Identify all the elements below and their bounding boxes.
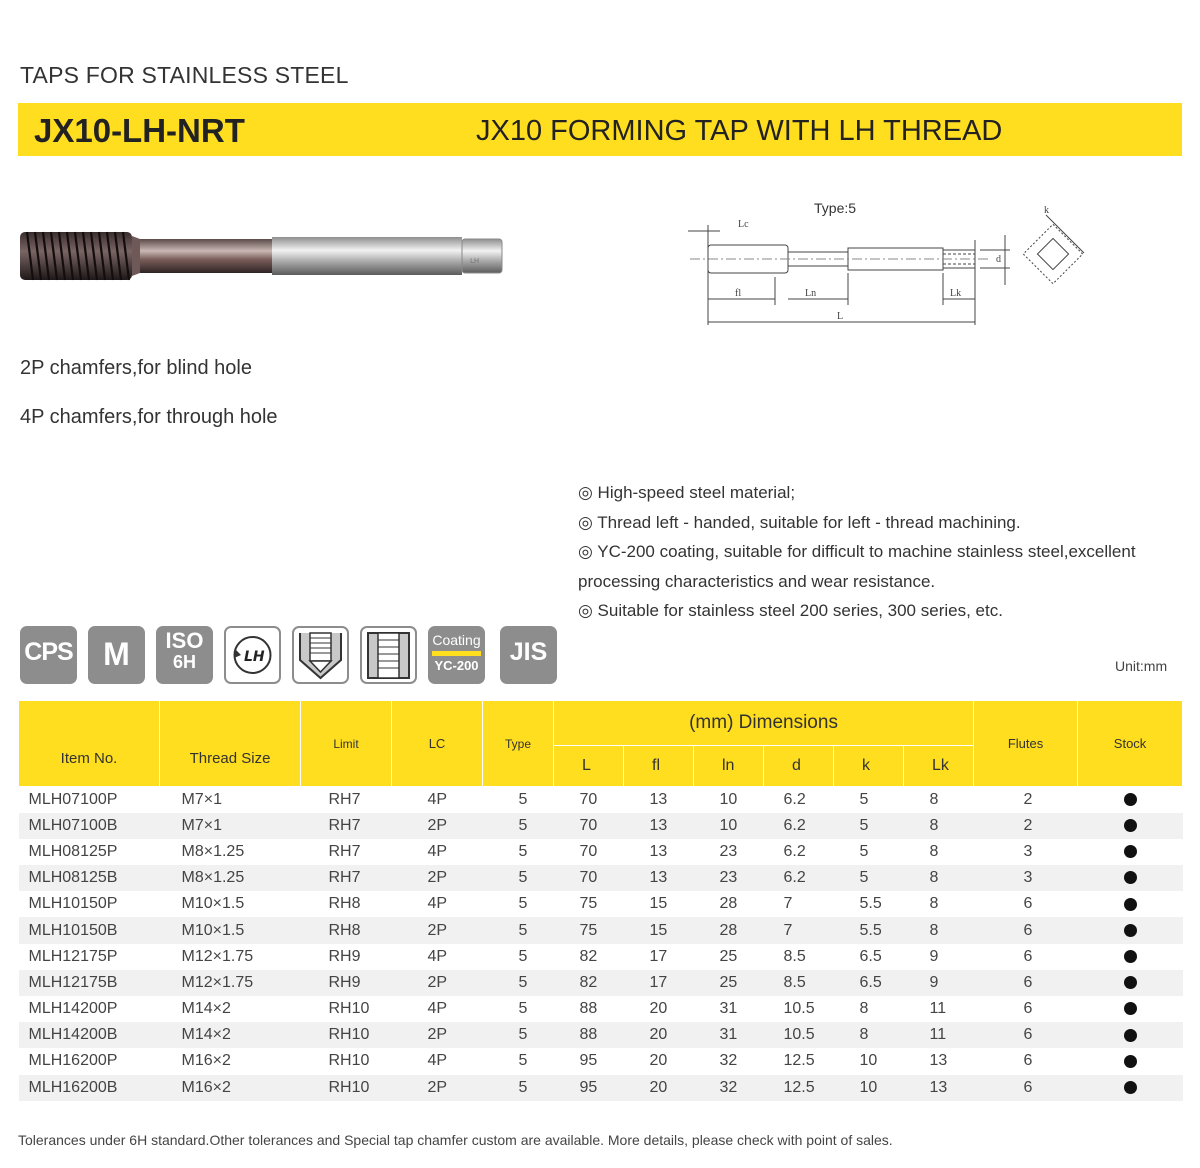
table-cell: M8×1.25 (160, 839, 301, 865)
table-cell: 8 (904, 917, 974, 943)
table-cell: 5 (483, 813, 554, 839)
table-cell: 12.5 (764, 1075, 834, 1101)
table-cell: 7 (764, 891, 834, 917)
table-cell: MLH12175B (19, 970, 160, 996)
table-cell: M16×2 (160, 1075, 301, 1101)
table-cell: 4P (392, 839, 483, 865)
table-cell: 5 (483, 917, 554, 943)
table-cell: 2 (974, 787, 1078, 813)
col-limit: Limit (301, 701, 392, 787)
col-type: Type (483, 701, 554, 787)
table-cell: 8 (904, 839, 974, 865)
table-cell: 2P (392, 1075, 483, 1101)
table-cell: 10 (834, 1075, 904, 1101)
table-cell: 17 (624, 944, 694, 970)
table-row (19, 996, 1183, 1022)
tap-dimension-drawing (680, 195, 1100, 330)
col-dim-l: L (554, 746, 624, 787)
in-stock-dot-icon (1124, 1055, 1137, 1068)
table-cell: 5 (834, 813, 904, 839)
tolerance-footnote: Tolerances under 6H standard.Other tolerances and Special tap chamfer custom are available. More details, please check with point of sales. (18, 1132, 893, 1148)
table-cell: 5 (834, 839, 904, 865)
coating-badge: Coating YC-200 (428, 626, 485, 684)
table-cell: M8×1.25 (160, 865, 301, 891)
table-cell: 6 (974, 996, 1078, 1022)
table-cell: 20 (624, 996, 694, 1022)
table-cell: 5 (483, 1048, 554, 1074)
table-cell: 2 (974, 813, 1078, 839)
table-cell: 7 (764, 917, 834, 943)
table-cell: 6 (974, 891, 1078, 917)
stock-cell (1078, 865, 1183, 891)
in-stock-dot-icon (1124, 793, 1137, 806)
table-cell: RH7 (301, 813, 392, 839)
table-cell: 4P (392, 944, 483, 970)
table-cell: 82 (554, 944, 624, 970)
table-row (19, 865, 1183, 891)
table-cell: 20 (624, 1022, 694, 1048)
table-cell: 25 (694, 944, 764, 970)
table-row (19, 1075, 1183, 1101)
metric-badge: M (88, 626, 145, 684)
table-cell: 5 (483, 787, 554, 813)
table-cell: 88 (554, 1022, 624, 1048)
table-cell: 2P (392, 970, 483, 996)
table-cell: 5 (483, 944, 554, 970)
svg-text:fl: fl (735, 288, 742, 299)
table-cell: M14×2 (160, 1022, 301, 1048)
category-title: TAPS FOR STAINLESS STEEL (20, 62, 349, 88)
svg-text:Lc: Lc (738, 219, 749, 230)
table-cell: MLH10150B (19, 917, 160, 943)
table-cell: 31 (694, 996, 764, 1022)
table-row (19, 917, 1183, 943)
feature-item: processing characteristics and wear resistance. (578, 571, 936, 591)
table-cell: 12.5 (764, 1048, 834, 1074)
table-cell: 8 (834, 1022, 904, 1048)
table-cell: 10 (834, 1048, 904, 1074)
unit-label: Unit:mm (1115, 658, 1168, 674)
table-row (19, 891, 1183, 917)
blind-hole-icon (292, 626, 349, 684)
table-cell: 15 (624, 917, 694, 943)
chamfer-note-4p: 4P chamfers,for through hole (20, 406, 278, 428)
table-cell: 8 (834, 996, 904, 1022)
table-cell: 23 (694, 839, 764, 865)
table-cell: 6.2 (764, 839, 834, 865)
table-cell: 70 (554, 839, 624, 865)
stock-cell (1078, 944, 1183, 970)
table-cell: 8.5 (764, 944, 834, 970)
in-stock-dot-icon (1124, 976, 1137, 989)
col-flutes: Flutes (974, 701, 1078, 787)
table-cell: MLH08125P (19, 839, 160, 865)
table-cell: 6 (974, 970, 1078, 996)
table-cell: 6 (974, 1048, 1078, 1074)
table-cell: 88 (554, 996, 624, 1022)
table-cell: MLH14200B (19, 1022, 160, 1048)
svg-text:d: d (996, 254, 1001, 265)
table-cell: 32 (694, 1075, 764, 1101)
table-row (19, 787, 1183, 813)
in-stock-dot-icon (1124, 819, 1137, 832)
table-row (19, 970, 1183, 996)
feature-item: ◎ Suitable for stainless steel 200 series, 300 series, etc. (578, 601, 1003, 620)
col-dim-ln: ln (694, 746, 764, 787)
table-cell: 13 (624, 839, 694, 865)
table-cell: 5 (483, 1022, 554, 1048)
table-cell: M7×1 (160, 813, 301, 839)
table-cell: 8.5 (764, 970, 834, 996)
svg-text:LH: LH (244, 649, 265, 665)
svg-text:Lk: Lk (950, 288, 962, 299)
table-cell: 8 (904, 891, 974, 917)
table-cell: RH8 (301, 917, 392, 943)
feature-item: ◎ Thread left - handed, suitable for left - thread machining. (578, 512, 1021, 532)
table-cell: 6 (974, 1022, 1078, 1048)
table-cell: 4P (392, 1048, 483, 1074)
table-cell: 6.2 (764, 813, 834, 839)
table-cell: 5 (834, 865, 904, 891)
table-cell: 5 (483, 1075, 554, 1101)
table-cell: MLH10150P (19, 891, 160, 917)
table-cell: 8 (904, 787, 974, 813)
stock-cell (1078, 996, 1183, 1022)
product-banner (18, 103, 1182, 156)
col-thread-size: Thread Size (160, 701, 301, 787)
jis-badge: JIS (500, 626, 557, 684)
table-cell: 8 (904, 813, 974, 839)
table-cell: RH10 (301, 1022, 392, 1048)
table-cell: 5 (483, 865, 554, 891)
table-row (19, 944, 1183, 970)
in-stock-dot-icon (1124, 1029, 1137, 1042)
chamfer-note-2p: 2P chamfers,for blind hole (20, 357, 252, 379)
table-cell: 3 (974, 839, 1078, 865)
table-cell: M10×1.5 (160, 891, 301, 917)
product-code: JX10-LH-NRT (34, 112, 245, 149)
stock-cell (1078, 891, 1183, 917)
svg-text:LH: LH (470, 257, 480, 265)
col-lc: LC (392, 701, 483, 787)
table-cell: 2P (392, 865, 483, 891)
table-cell: 17 (624, 970, 694, 996)
table-cell: 32 (694, 1048, 764, 1074)
stock-cell (1078, 813, 1183, 839)
table-cell: 70 (554, 813, 624, 839)
in-stock-dot-icon (1124, 1081, 1137, 1094)
stock-cell (1078, 1075, 1183, 1101)
table-cell: 5.5 (834, 891, 904, 917)
product-title: JX10 FORMING TAP WITH LH THREAD (476, 115, 1003, 147)
table-cell: MLH07100B (19, 813, 160, 839)
table-cell: 6.5 (834, 944, 904, 970)
left-hand-icon (224, 626, 281, 684)
table-cell: MLH16200B (19, 1075, 160, 1101)
table-cell: 6 (974, 917, 1078, 943)
table-cell: M12×1.75 (160, 970, 301, 996)
table-cell: 13 (624, 813, 694, 839)
table-cell: 5 (483, 970, 554, 996)
table-cell: 6 (974, 944, 1078, 970)
in-stock-dot-icon (1124, 871, 1137, 884)
table-cell: 75 (554, 891, 624, 917)
table-cell: 2P (392, 1022, 483, 1048)
col-dim-k: k (834, 746, 904, 787)
table-cell: 82 (554, 970, 624, 996)
table-cell: 28 (694, 891, 764, 917)
table-cell: 13 (624, 865, 694, 891)
table-cell: 10 (694, 813, 764, 839)
col-dim-lk: Lk (904, 746, 974, 787)
table-cell: 6.5 (834, 970, 904, 996)
table-cell: 4P (392, 891, 483, 917)
feature-item: ◎ YC-200 coating, suitable for difficult to machine stainless steel,excellent (578, 542, 1136, 561)
tap-product-image (18, 225, 508, 287)
in-stock-dot-icon (1124, 845, 1137, 858)
table-cell: RH7 (301, 787, 392, 813)
through-hole-icon (360, 626, 417, 684)
table-cell: 2P (392, 813, 483, 839)
table-cell: M14×2 (160, 996, 301, 1022)
table-cell: 5 (483, 839, 554, 865)
table-cell: 13 (904, 1075, 974, 1101)
stock-cell (1078, 1048, 1183, 1074)
table-cell: 15 (624, 891, 694, 917)
drawing-type-label: Type:5 (814, 200, 857, 216)
table-cell: 20 (624, 1075, 694, 1101)
table-cell: M10×1.5 (160, 917, 301, 943)
table-cell: MLH14200P (19, 996, 160, 1022)
in-stock-dot-icon (1124, 1002, 1137, 1015)
table-cell: M16×2 (160, 1048, 301, 1074)
table-cell: 4P (392, 996, 483, 1022)
col-dim-fl: fl (624, 746, 694, 787)
table-row (19, 1022, 1183, 1048)
table-cell: 95 (554, 1075, 624, 1101)
table-cell: 5 (834, 787, 904, 813)
table-row (19, 1048, 1183, 1074)
cps-badge: CPS (20, 626, 77, 684)
table-cell: 70 (554, 865, 624, 891)
svg-text:Ln: Ln (805, 288, 817, 299)
table-cell: MLH07100P (19, 787, 160, 813)
table-cell: 31 (694, 1022, 764, 1048)
col-item-no: Item No. (19, 701, 160, 787)
table-cell: RH9 (301, 944, 392, 970)
in-stock-dot-icon (1124, 898, 1137, 911)
in-stock-dot-icon (1124, 924, 1137, 937)
table-cell: RH10 (301, 1075, 392, 1101)
table-cell: 6 (974, 1075, 1078, 1101)
table-cell: 13 (904, 1048, 974, 1074)
table-cell: M12×1.75 (160, 944, 301, 970)
table-cell: 6.2 (764, 865, 834, 891)
table-cell: 10 (694, 787, 764, 813)
table-cell: 9 (904, 944, 974, 970)
table-cell: RH8 (301, 891, 392, 917)
spec-table (18, 700, 1183, 1101)
table-row (19, 813, 1183, 839)
table-cell: 4P (392, 787, 483, 813)
table-cell: MLH08125B (19, 865, 160, 891)
table-cell: 95 (554, 1048, 624, 1074)
table-cell: 28 (694, 917, 764, 943)
col-dim-d: d (764, 746, 834, 787)
stock-cell (1078, 787, 1183, 813)
table-cell: RH10 (301, 1048, 392, 1074)
table-cell: 5 (483, 996, 554, 1022)
table-cell: 9 (904, 970, 974, 996)
table-cell: 10.5 (764, 1022, 834, 1048)
table-cell: 10.5 (764, 996, 834, 1022)
table-cell: 11 (904, 996, 974, 1022)
stock-cell (1078, 917, 1183, 943)
table-cell: MLH16200P (19, 1048, 160, 1074)
table-cell: 5 (483, 891, 554, 917)
table-cell: 70 (554, 787, 624, 813)
table-cell: 25 (694, 970, 764, 996)
table-cell: 5.5 (834, 917, 904, 943)
table-cell: 8 (904, 865, 974, 891)
table-cell: RH7 (301, 839, 392, 865)
table-cell: 75 (554, 917, 624, 943)
iso-6h-badge: ISO 6H (156, 626, 213, 684)
table-cell: 23 (694, 865, 764, 891)
table-cell: 11 (904, 1022, 974, 1048)
feature-item: ◎ High-speed steel material; (578, 483, 796, 502)
stock-cell (1078, 839, 1183, 865)
col-dimensions: (mm) Dimensions (554, 701, 974, 746)
table-cell: 13 (624, 787, 694, 813)
svg-text:k: k (1044, 205, 1049, 216)
svg-text:L: L (837, 311, 844, 322)
table-cell: 3 (974, 865, 1078, 891)
table-cell: MLH12175P (19, 944, 160, 970)
table-cell: 20 (624, 1048, 694, 1074)
table-cell: 2P (392, 917, 483, 943)
table-cell: RH9 (301, 970, 392, 996)
table-cell: 6.2 (764, 787, 834, 813)
stock-cell (1078, 1022, 1183, 1048)
table-cell: M7×1 (160, 787, 301, 813)
stock-cell (1078, 970, 1183, 996)
table-row (19, 839, 1183, 865)
feature-list (578, 478, 1178, 626)
table-cell: RH10 (301, 996, 392, 1022)
table-cell: RH7 (301, 865, 392, 891)
in-stock-dot-icon (1124, 950, 1137, 963)
col-stock: Stock (1078, 701, 1183, 787)
